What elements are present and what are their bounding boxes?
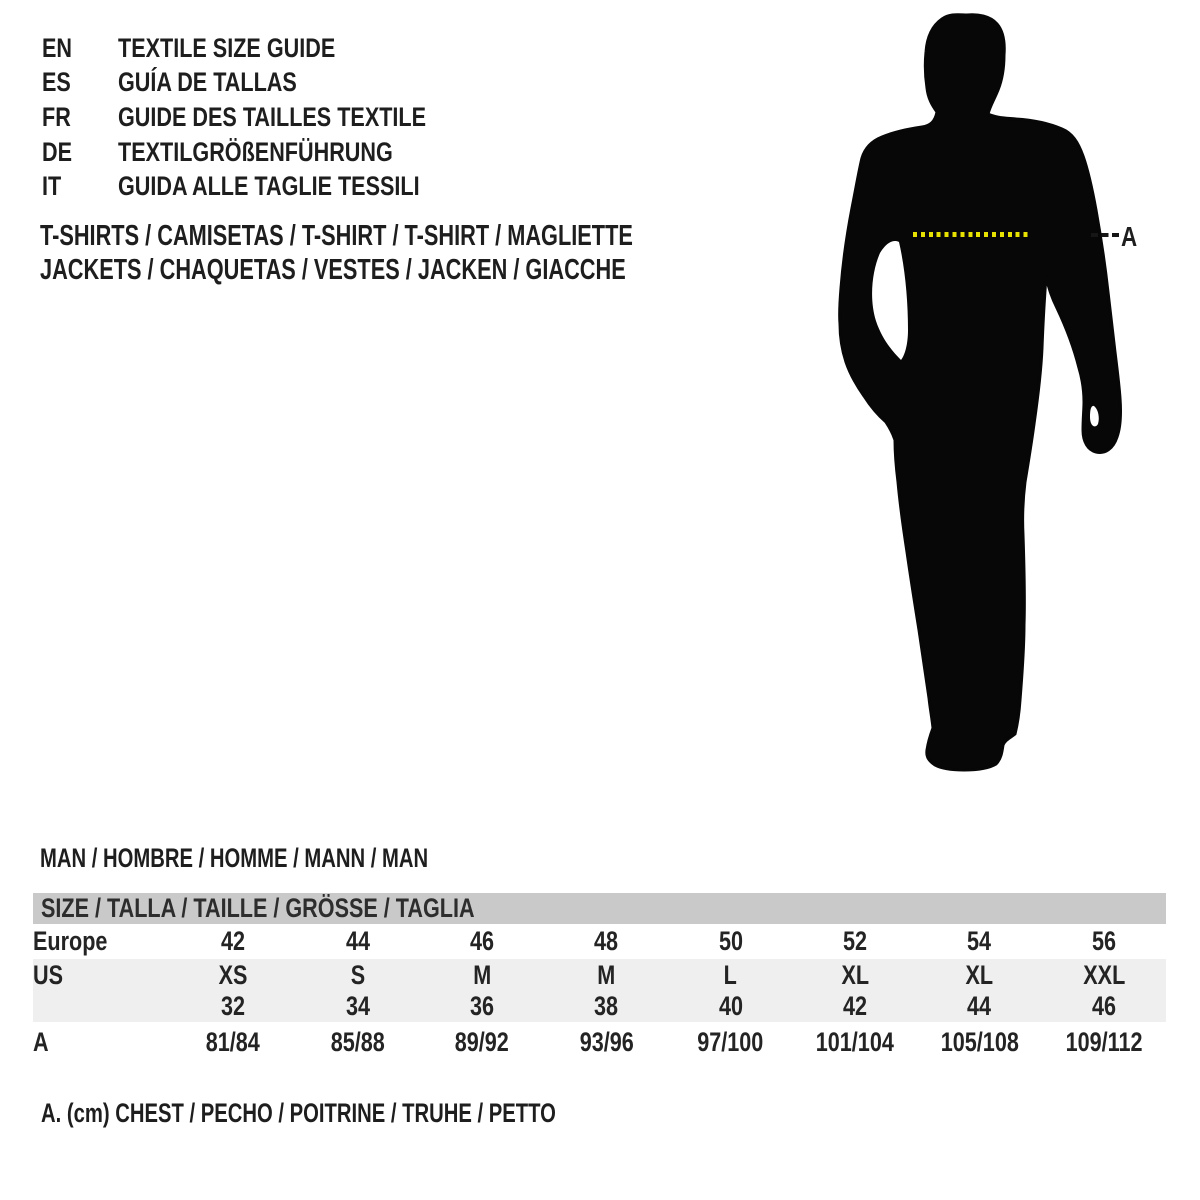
size-table xyxy=(33,893,1166,1062)
man-silhouette xyxy=(820,0,1200,800)
guide-title: TEXTILGRÖßENFÜHRUNG xyxy=(118,136,393,167)
size-value: 42 xyxy=(221,926,246,956)
guide-title: GUIDE DES TAILLES TEXTILE xyxy=(118,101,427,132)
chest-measure-dotted-line xyxy=(913,232,1031,237)
size-value: M xyxy=(597,959,616,990)
lang-code: ES xyxy=(42,67,71,98)
size-value: 42 xyxy=(843,991,868,1021)
size-table-wrap xyxy=(33,893,1166,1062)
guide-title: TEXTILE SIZE GUIDE xyxy=(118,32,336,63)
lang-row-es xyxy=(42,66,426,101)
size-value: 40 xyxy=(718,991,743,1021)
table-row-chest-a xyxy=(33,1022,1166,1062)
size-value: 36 xyxy=(469,991,494,1021)
category-line-tshirts: T-SHIRTS / CAMISETAS / T-SHIRT / T-SHIRT / MAGLIETTE xyxy=(40,220,633,252)
size-value: 81/84 xyxy=(206,1026,261,1057)
size-value: L xyxy=(724,959,738,990)
size-value: 38 xyxy=(594,991,619,1021)
silhouette-body-path xyxy=(840,15,1121,770)
size-value: 89/92 xyxy=(454,1026,509,1057)
language-title-block xyxy=(42,31,522,204)
size-table-header-row xyxy=(33,893,1166,924)
size-value: 50 xyxy=(718,926,743,956)
size-value: XL xyxy=(841,959,869,990)
size-value: 44 xyxy=(967,991,992,1021)
category-line-jackets: JACKETS / CHAQUETAS / VESTES / JACKEN / GIACCHE xyxy=(40,254,626,286)
size-value: 32 xyxy=(221,991,246,1021)
size-value: 85/88 xyxy=(330,1026,385,1057)
size-value: 101/104 xyxy=(816,1026,895,1057)
size-value: 48 xyxy=(594,926,619,956)
table-row-europe xyxy=(33,924,1166,959)
measure-label-a: A xyxy=(1121,221,1138,252)
size-value: 105/108 xyxy=(940,1026,1019,1057)
lang-code: IT xyxy=(42,171,62,202)
size-value: XL xyxy=(965,959,994,990)
guide-title: GUIDA ALLE TAGLIE TESSILI xyxy=(118,171,420,202)
row-label: Europe xyxy=(33,926,108,956)
lang-row-de xyxy=(42,135,426,170)
measure-leader-dashes xyxy=(1091,233,1119,237)
lang-code: EN xyxy=(42,32,73,63)
size-value: 34 xyxy=(345,991,370,1021)
row-label: US xyxy=(33,959,64,990)
size-value: M xyxy=(472,959,491,990)
size-value: 56 xyxy=(1091,926,1116,956)
size-value: S xyxy=(350,959,365,990)
lang-code: FR xyxy=(42,101,71,132)
row-label: A xyxy=(33,1026,49,1057)
size-table-header: SIZE / TALLA / TAILLE / GRÖSSE / TAGLIA xyxy=(41,893,475,923)
size-value: 93/96 xyxy=(579,1026,634,1057)
size-value: 109/112 xyxy=(1065,1026,1143,1057)
size-value: XS xyxy=(218,959,248,990)
lang-code: DE xyxy=(42,136,73,167)
size-value: XXL xyxy=(1082,959,1125,990)
size-value: 44 xyxy=(345,926,370,956)
size-value: 97/100 xyxy=(697,1026,764,1057)
lang-row-en xyxy=(42,31,426,66)
size-value: 52 xyxy=(843,926,868,956)
man-silhouette-figure xyxy=(820,0,1200,800)
size-value: 46 xyxy=(1091,991,1116,1021)
measurement-legend: A. (cm) CHEST / PECHO / POITRINE / TRUHE / PETTO xyxy=(41,1098,556,1128)
gender-label: MAN / HOMBRE / HOMME / MANN / MAN xyxy=(40,843,429,873)
lang-row-fr xyxy=(42,100,426,135)
table-row-us xyxy=(33,959,1166,991)
guide-title: GUÍA DE TALLAS xyxy=(118,67,297,98)
category-lines xyxy=(40,219,831,287)
lang-row-it xyxy=(42,169,426,204)
size-value: 54 xyxy=(967,926,992,956)
size-value: 46 xyxy=(469,926,494,956)
table-row-numeric xyxy=(33,991,1166,1022)
